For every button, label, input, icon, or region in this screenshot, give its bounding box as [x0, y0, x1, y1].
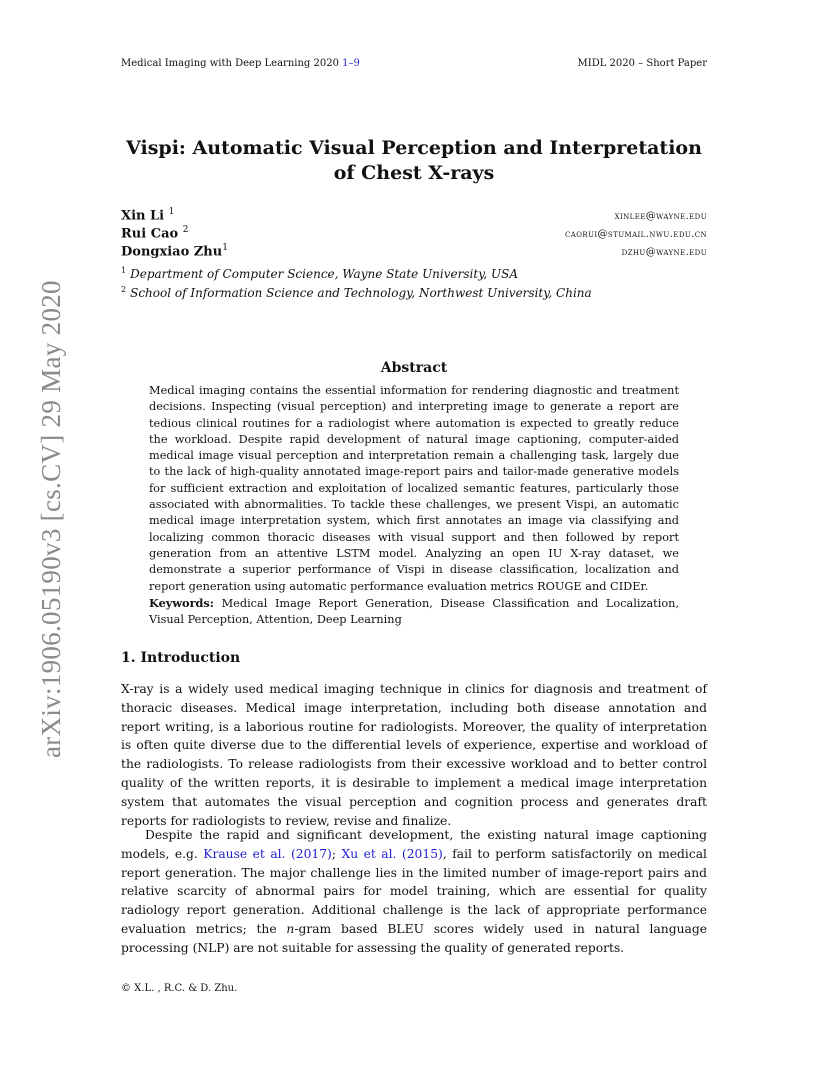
copyright-footer: © X.L. , R.C. & D. Zhu.	[121, 983, 238, 994]
author-row	[121, 243, 707, 261]
author-name: Rui Cao $^2$	[121, 225, 189, 242]
author-superscript: 1	[168, 207, 175, 217]
affiliation: $^1$ Department of Computer Science, Wayne State University, USA	[121, 266, 519, 281]
intro-paragraph-2: Despite the rapid and significant development, the existing natural image captioning models, e.g. Krause et al. (2017); Xu et al. (2015), fail to perform satisfactorily on medical report generation. The major challenge lies in the limited number of image-report pairs and relative scarcity of abnormal pairs for model training, which are essential for quality radiology report generation. Additional challenge is the lack of appropriate performance evaluation metrics; the n-gram based BLEU scores widely used in natural language processing (NLP) are not suitable for assessing the quality of generated reports.	[121, 828, 707, 955]
header-left	[121, 58, 360, 69]
keywords-label: Keywords:	[149, 596, 214, 610]
affiliation: $^2$ School of Information Science and Technology, Northwest University, China	[121, 285, 592, 300]
author-email: dzhu@wayne.edu	[621, 247, 707, 259]
arxiv-identifier: arXiv:1906.05190v3 [cs.CV] 29 May 2020	[36, 280, 66, 758]
keywords-text: Medical Image Report Generation, Disease Classification and Localization, Visual Perception, Attention, Deep Learning	[149, 597, 679, 627]
author-row	[121, 225, 707, 243]
author-name: Xin Li $^1$	[121, 207, 175, 224]
header-pages-link[interactable]: 1–9	[342, 57, 360, 69]
citation-link[interactable]: Xu et al. (2015)	[341, 846, 443, 861]
header-venue: Medical Imaging with Deep Learning 2020	[121, 57, 343, 69]
running-header	[121, 56, 707, 70]
citation-link[interactable]: Krause et al. (2017)	[203, 846, 332, 861]
author-name: Dongxiao Zhu$^1$	[121, 243, 228, 260]
keywords	[149, 595, 679, 629]
header-right: MIDL 2020 – Short Paper	[577, 57, 707, 69]
author-email: caorui@stumail.nwu.edu.cn	[565, 229, 707, 241]
intro-paragraph-1: X-ray is a widely used medical imaging technique in clinics for diagnosis and treatment of thoracic diseases. Medical image interpretation, including both disease annotation and report writing, is a laborious routine for radiologists. Moreover, the quality of interpretation is often quite diverse due to the differential levels of experience, expertise and workload of the radiologists. To release radiologists from their excessive workload and to better control quality of the written reports, it is desirable to implement a medical image interpretation system that automates the visual perception and cognition process and generates draft reports for radiologists to review, revise and finalize.	[121, 682, 707, 828]
abstract-heading: Abstract	[380, 360, 448, 376]
author-superscript: 2	[182, 225, 189, 235]
author-email: xinlee@wayne.edu	[614, 211, 707, 223]
paper-title: Vispi: Automatic Visual Perception and Interpretation of Chest X-rays	[126, 137, 702, 184]
abstract-body: Medical imaging contains the essential information for rendering diagnostic and treatment decisions. Inspecting (visual perception) and interpreting image to generate a report are tedious clinical routines for a radiologist where automation is expected to greatly reduce the workload. Despite rapid development of natural image captioning, computer-aided medical image visual perception and interpretation remain a challenging task, largely due to the lack of high-quality annotated image-report pairs and tailor-made generative models for sufficient extraction and exploitation of localized semantic features, particularly those associated with abnormalities. To tackle these challenges, we present Vispi, an automatic medical image interpretation system, which first annotates an image via classifying and localizing common thoracic diseases with visual support and then followed by report generation from an attentive LSTM model. Analyzing an open IU X-ray dataset, we demonstrate a superior performance of Vispi in disease classification, localization and report generation using automatic performance evaluation metrics ROUGE and CIDEr.	[149, 384, 679, 593]
author-superscript: 1	[222, 243, 228, 253]
section-heading-introduction: 1. Introduction	[121, 650, 241, 666]
author-row	[121, 207, 707, 225]
author-block	[121, 207, 707, 299]
